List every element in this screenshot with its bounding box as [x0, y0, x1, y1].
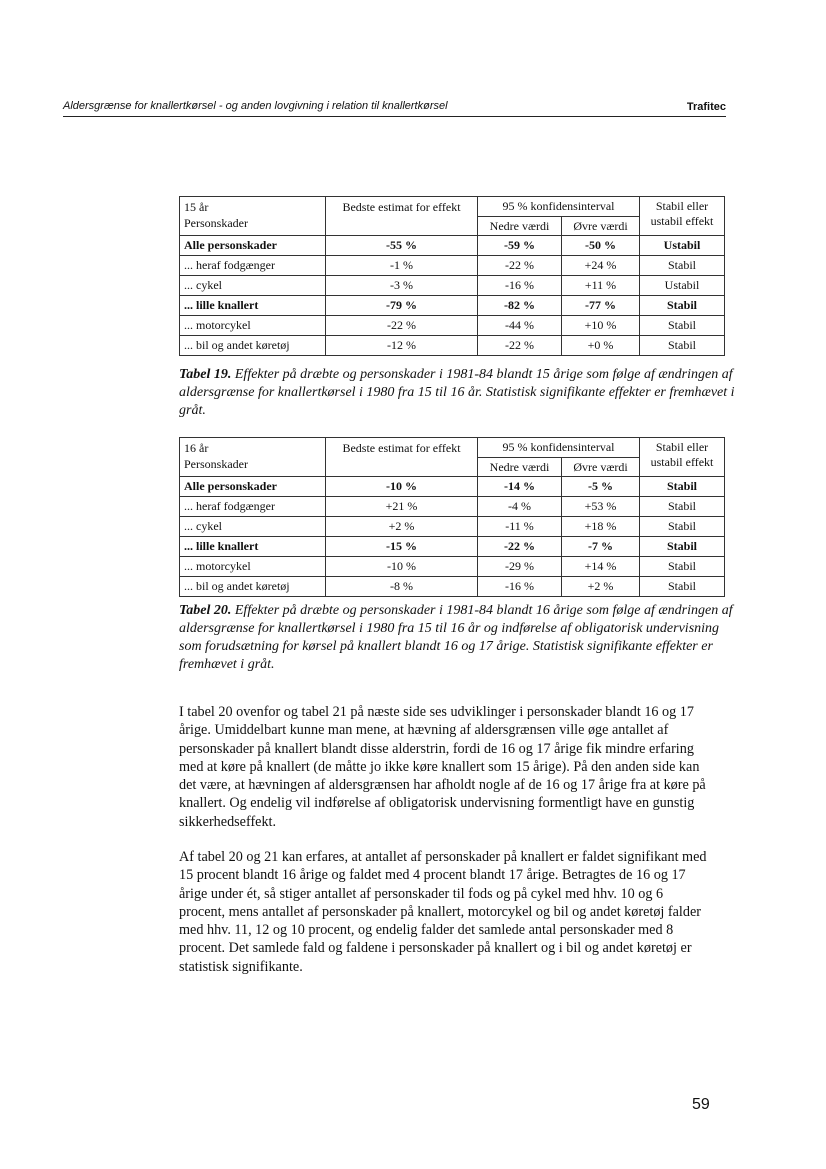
header-ci: 95 % konfidensinterval — [478, 438, 640, 458]
header-lower: Nedre værdi — [478, 217, 562, 236]
row-label: ... heraf fodgænger — [180, 256, 326, 276]
row-upper: -50 % — [562, 236, 640, 256]
header-stable: Stabil eller ustabil effekt — [640, 438, 725, 477]
table-row — [180, 256, 725, 276]
header-estimate: Bedste estimat for effekt — [326, 197, 478, 236]
row-upper: +18 % — [562, 517, 640, 537]
running-header — [63, 100, 726, 117]
table-19-caption — [179, 366, 739, 420]
row-upper: +24 % — [562, 256, 640, 276]
row-estimate: +21 % — [326, 497, 478, 517]
row-lower: -22 % — [478, 537, 562, 557]
row-stable: Stabil — [640, 336, 725, 356]
header-publisher: Trafitec — [686, 101, 726, 113]
row-stable: Ustabil — [640, 236, 725, 256]
header-stable: Stabil eller ustabil effekt — [640, 197, 725, 236]
header-group: Personskader — [184, 216, 248, 230]
row-stable: Ustabil — [640, 276, 725, 296]
header-upper: Øvre værdi — [562, 217, 640, 236]
header-age: 16 år — [184, 441, 209, 455]
row-lower: -82 % — [478, 296, 562, 316]
row-label: Alle personskader — [180, 236, 326, 256]
header-lower: Nedre værdi — [478, 458, 562, 477]
table-header-group — [180, 438, 326, 477]
table-row — [180, 477, 725, 497]
table-header-group — [180, 197, 326, 236]
table-row — [180, 296, 725, 316]
row-estimate: +2 % — [326, 517, 478, 537]
row-estimate: -8 % — [326, 577, 478, 597]
row-estimate: -3 % — [326, 276, 478, 296]
row-upper: +2 % — [562, 577, 640, 597]
table-19 — [179, 196, 725, 356]
row-upper: -7 % — [562, 537, 640, 557]
header-title: Aldersgrænse for knallertkørsel - og anden lovgivning i relation til knallertkørsel — [63, 100, 448, 112]
row-estimate: -15 % — [326, 537, 478, 557]
caption-label: Tabel 20. — [179, 603, 232, 618]
row-estimate: -55 % — [326, 236, 478, 256]
body-paragraph: Af tabel 20 og 21 kan erfares, at antallet af personskader på knallert er faldet signifikant med 15 procent blandt 16 årige og faldet med 4 procent blandt 17 årige. Betragtes de 16 og 17 årige under ét, så stiger antallet af personskader til fods og på cykel med hhv. 10 og 6 procent, mens antallet af personskader på knallert, motorcykel og bil og andet køretøj falder med hhv. 11, 12 og 10 procent, og endelig falder det samlede antal personskader med 8 procent. Det samlede fald og faldene i personskader på knallert og i bil og andet køretøj er statistisk signifikante. — [179, 849, 707, 975]
header-ci: 95 % konfidensinterval — [478, 197, 640, 217]
table-row — [180, 497, 725, 517]
row-upper: +10 % — [562, 316, 640, 336]
table-row — [180, 537, 725, 557]
table-row — [180, 557, 725, 577]
row-stable: Stabil — [640, 517, 725, 537]
body-paragraph: I tabel 20 ovenfor og tabel 21 på næste side ses udviklinger i personskader blandt 16 og 17 årige. Umiddelbart kunne man mene, at hævning af aldersgrænsen ville øge antallet af personskader på knallert blandt disse alderstrin, fordi de 16 og 17 årige fik mindre erfaring med at køre på knallert (de måtte jo ikke køre knallert som 15 årige). På den anden side kan det være, at hævningen af aldersgrænsen har afholdt nogle af de 16 og 17 årige fra at køre på knallert. Og endelig vil indførelse af obligatorisk undervisning formentligt have en gunstig sikkerhedseffekt. — [179, 704, 706, 830]
row-lower: -16 % — [478, 577, 562, 597]
row-stable: Stabil — [640, 537, 725, 557]
row-label: ... lille knallert — [180, 537, 326, 557]
row-lower: -4 % — [478, 497, 562, 517]
header-upper: Øvre værdi — [562, 458, 640, 477]
header-group: Personskader — [184, 457, 248, 471]
row-lower: -14 % — [478, 477, 562, 497]
row-stable: Stabil — [640, 497, 725, 517]
row-lower: -29 % — [478, 557, 562, 577]
table-20-caption — [179, 602, 739, 674]
page-number: 59 — [692, 1096, 710, 1113]
header-age: 15 år — [184, 200, 209, 214]
row-lower: -11 % — [478, 517, 562, 537]
row-upper: +53 % — [562, 497, 640, 517]
table-row — [180, 316, 725, 336]
row-upper: -5 % — [562, 477, 640, 497]
row-stable: Stabil — [640, 477, 725, 497]
table-20 — [179, 437, 725, 597]
row-estimate: -12 % — [326, 336, 478, 356]
row-estimate: -79 % — [326, 296, 478, 316]
row-label: ... lille knallert — [180, 296, 326, 316]
row-label: ... bil og andet køretøj — [180, 577, 326, 597]
table-row — [180, 336, 725, 356]
row-lower: -44 % — [478, 316, 562, 336]
row-estimate: -22 % — [326, 316, 478, 336]
row-estimate: -1 % — [326, 256, 478, 276]
row-label: ... motorcykel — [180, 316, 326, 336]
row-lower: -59 % — [478, 236, 562, 256]
table-row — [180, 577, 725, 597]
row-lower: -22 % — [478, 256, 562, 276]
row-label: ... bil og andet køretøj — [180, 336, 326, 356]
caption-text: Effekter på dræbte og personskader i 1981-84 blandt 15 årige som følge af ændringen af aldersgrænse for knallertkørsel i 1980 fra 15 til 16 år. Statistisk signifikante effekter er fremhævet i gråt. — [179, 367, 735, 418]
caption-label: Tabel 19. — [179, 367, 232, 382]
table-row — [180, 276, 725, 296]
row-estimate: -10 % — [326, 477, 478, 497]
row-stable: Stabil — [640, 256, 725, 276]
caption-text: Effekter på dræbte og personskader i 1981-84 blandt 16 årige som følge af ændringen af aldersgrænse for knallertkørsel i 1980 fra 15 til 16 år og indførelse af obligatorisk undervisning som forudsætning for kørsel på knallert blandt 16 og 17 årige. Statistisk signifikante effekter er fremhævet i gråt. — [179, 603, 733, 672]
table-row — [180, 236, 725, 256]
row-stable: Stabil — [640, 296, 725, 316]
row-upper: -77 % — [562, 296, 640, 316]
row-stable: Stabil — [640, 577, 725, 597]
row-lower: -16 % — [478, 276, 562, 296]
table-row — [180, 517, 725, 537]
row-upper: +0 % — [562, 336, 640, 356]
row-label: ... cykel — [180, 276, 326, 296]
row-stable: Stabil — [640, 557, 725, 577]
row-stable: Stabil — [640, 316, 725, 336]
row-estimate: -10 % — [326, 557, 478, 577]
row-upper: +11 % — [562, 276, 640, 296]
row-label: Alle personskader — [180, 477, 326, 497]
row-label: ... cykel — [180, 517, 326, 537]
row-upper: +14 % — [562, 557, 640, 577]
row-label: ... heraf fodgænger — [180, 497, 326, 517]
row-lower: -22 % — [478, 336, 562, 356]
header-estimate: Bedste estimat for effekt — [326, 438, 478, 477]
row-label: ... motorcykel — [180, 557, 326, 577]
